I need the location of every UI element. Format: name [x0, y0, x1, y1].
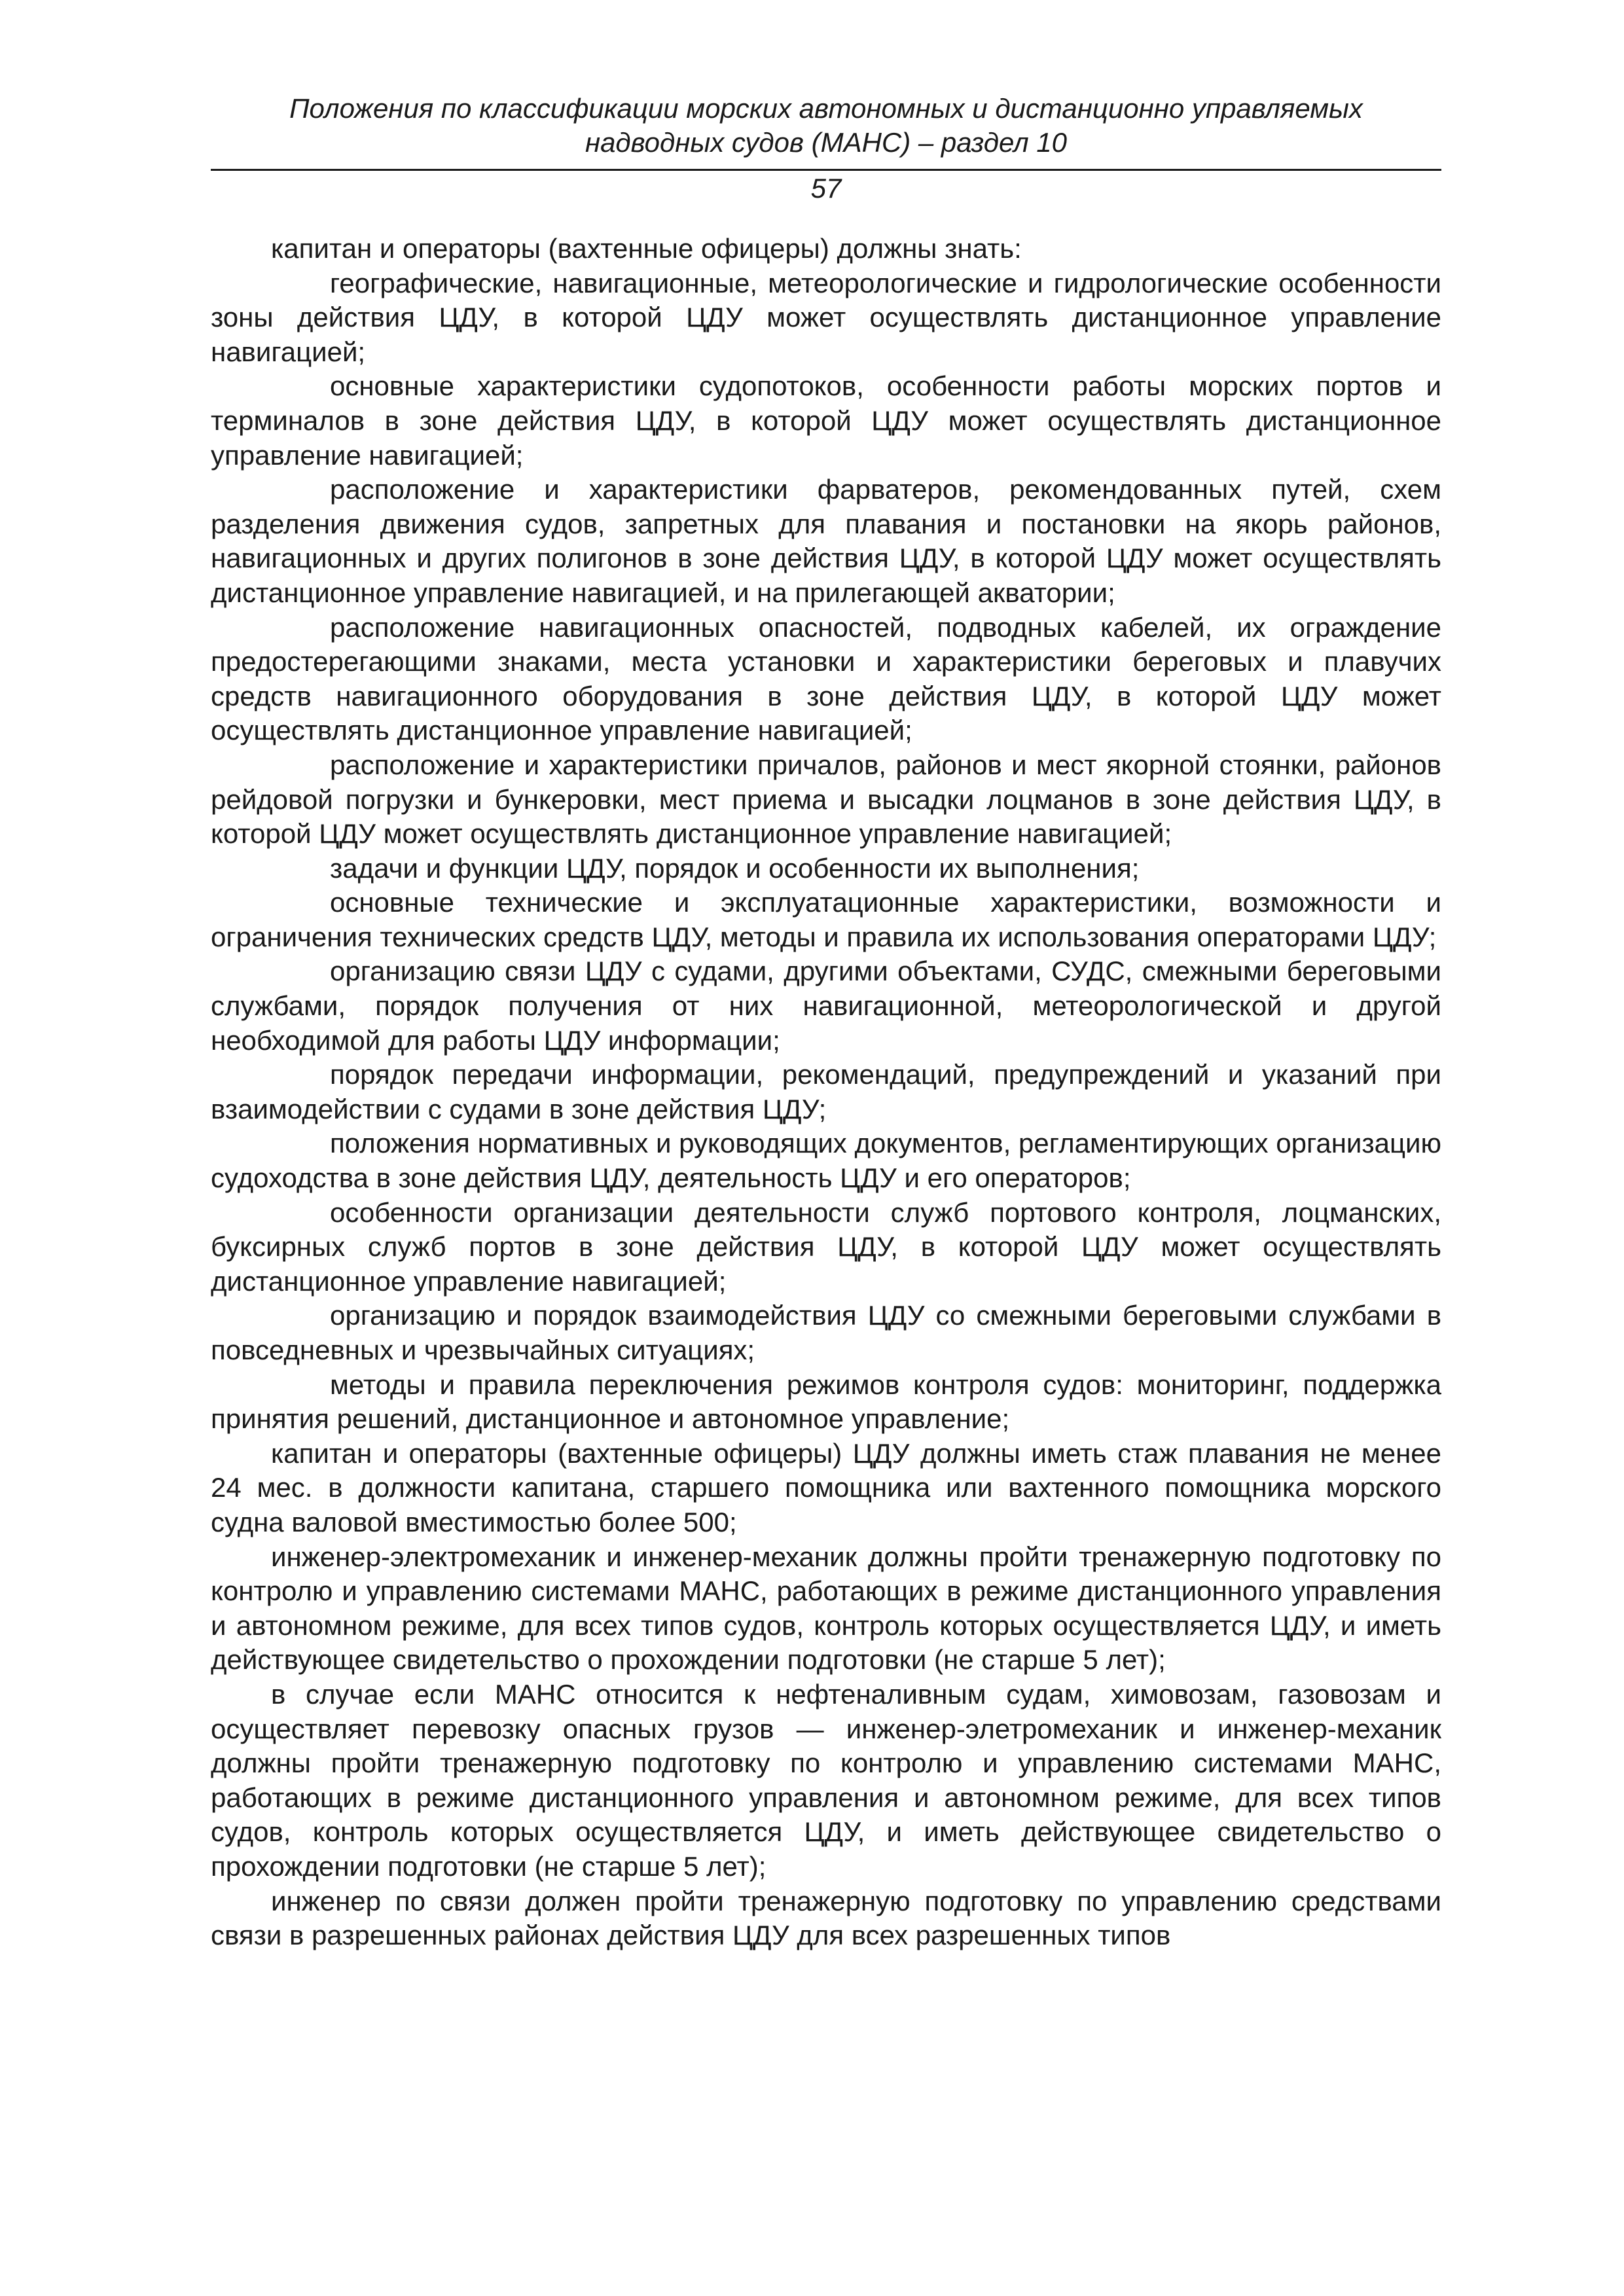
running-header [211, 92, 1441, 160]
header-divider [211, 169, 1441, 171]
list-item-traffic-flows: основные характеристики судопотоков, особенности работы морских портов и терминалов в зоне действия ЦДУ, в которой ЦДУ может осуществлять дистанционное управление навигацией; [211, 370, 1441, 471]
list-item-berths: расположение и характеристики причалов, районов и мест якорной стоянки, районов рейдовой погрузки и бункеровки, мест приема и высадки лоцманов в зоне действия ЦДУ, в которой ЦДУ может осуществлять дистанционное управление навигацией; [211, 749, 1441, 850]
list-item-hazards: расположение навигационных опасностей, подводных кабелей, их ограждение предостерегающими знаками, места установки и характеристики береговых и плавучих средств навигационного оборудования в зоне действия ЦДУ, в которой ЦДУ может осуществлять дистанционное управление навигацией; [211, 611, 1441, 746]
paragraph-sea-experience: капитан и операторы (вахтенные офицеры) ЦДУ должны иметь стаж плавания не менее 24 мес. в должности капитана, старшего помощника или вахтенного помощника морского судна валовой вместимостью более 500; [211, 1437, 1441, 1537]
header-title-line-1: Положения по классификации морских автономных и дистанционно управляемых [289, 93, 1363, 124]
list-item-information-transfer: порядок передачи информации, рекомендаций, предупреждений и указаний при взаимодействии с судами в зоне действия ЦДУ; [211, 1059, 1441, 1124]
list-item-control-modes: методы и правила переключения режимов контроля судов: мониторинг, поддержка принятия решений, дистанционное и автономное управление; [211, 1369, 1441, 1435]
page-number: 57 [810, 173, 842, 204]
paragraph-engineer-training: инженер-электромеханик и инженер-механик должны пройти тренажерную подготовку по контролю и управлению системами МАНС, работающих в режиме дистанционного управления и автономном режиме, для всех типов судов, контроль которых осуществляется ЦДУ, и иметь действующее свидетельство о прохождении подготовки (не старше 5 лет); [211, 1541, 1441, 1676]
body-text [211, 232, 1441, 1953]
paragraph-communications-engineer: инженер по связи должен пройти тренажерную подготовку по управлению средствами связи в разрешенных районах действия ЦДУ для всех разрешенных типов [211, 1885, 1441, 1951]
list-item-technical-means: основные технические и эксплуатационные характеристики, возможности и ограничения технических средств ЦДУ, методы и правила их использования операторами ЦДУ; [211, 887, 1441, 952]
list-item-communications: организацию связи ЦДУ с судами, другими объектами, СУДС, смежными береговыми службами, порядок получения от них навигационной, метеорологической и другой необходимой для работы ЦДУ информации; [211, 956, 1441, 1056]
list-item-fairways: расположение и характеристики фарватеров, рекомендованных путей, схем разделения движения судов, запретных для плавания и постановки на якорь районов, навигационных и других полигонов в зоне действия ЦДУ, в которой ЦДУ может осуществлять дистанционное управление навигацией, и на прилегающей акватории; [211, 474, 1441, 608]
list-item-port-services: особенности организации деятельности служб портового контроля, лоцманских, буксирных служб портов в зоне действия ЦДУ, в которой ЦДУ может осуществлять дистанционное управление навигацией; [211, 1196, 1441, 1297]
paragraph-knowledge-intro: капитан и операторы (вахтенные офицеры) должны знать: [271, 233, 1022, 264]
list-item-tasks: задачи и функции ЦДУ, порядок и особенности их выполнения; [330, 852, 1140, 884]
list-item-regulations: положения нормативных и руководящих документов, регламентирующих организацию судоходства в зоне действия ЦДУ, деятельность ЦДУ и его операторов; [211, 1128, 1441, 1194]
header-title-line-2: надводных судов (МАНС) – раздел 10 [585, 127, 1068, 158]
list-item-coordination: организацию и порядок взаимодействия ЦДУ со смежными береговыми службами в повседневных и чрезвычайных ситуациях; [211, 1300, 1441, 1365]
paragraph-tanker-training: в случае если МАНС относится к нефтеналивным судам, химовозам, газовозам и осуществляет перевозку опасных грузов — инженер-элетромеханик и инженер-механик должны пройти тренажерную подготовку по контролю и управлению системами МАНС, работающих в режиме дистанционного управления и автономном режиме, для всех типов судов, контроль которых осуществляется ЦДУ, и иметь действующее свидетельство о прохождении подготовки (не старше 5 лет); [211, 1678, 1441, 1882]
list-item-geography: географические, навигационные, метеорологические и гидрологические особенности зоны действия ЦДУ, в которой ЦДУ может осуществлять дистанционное управление навигацией; [211, 267, 1441, 367]
